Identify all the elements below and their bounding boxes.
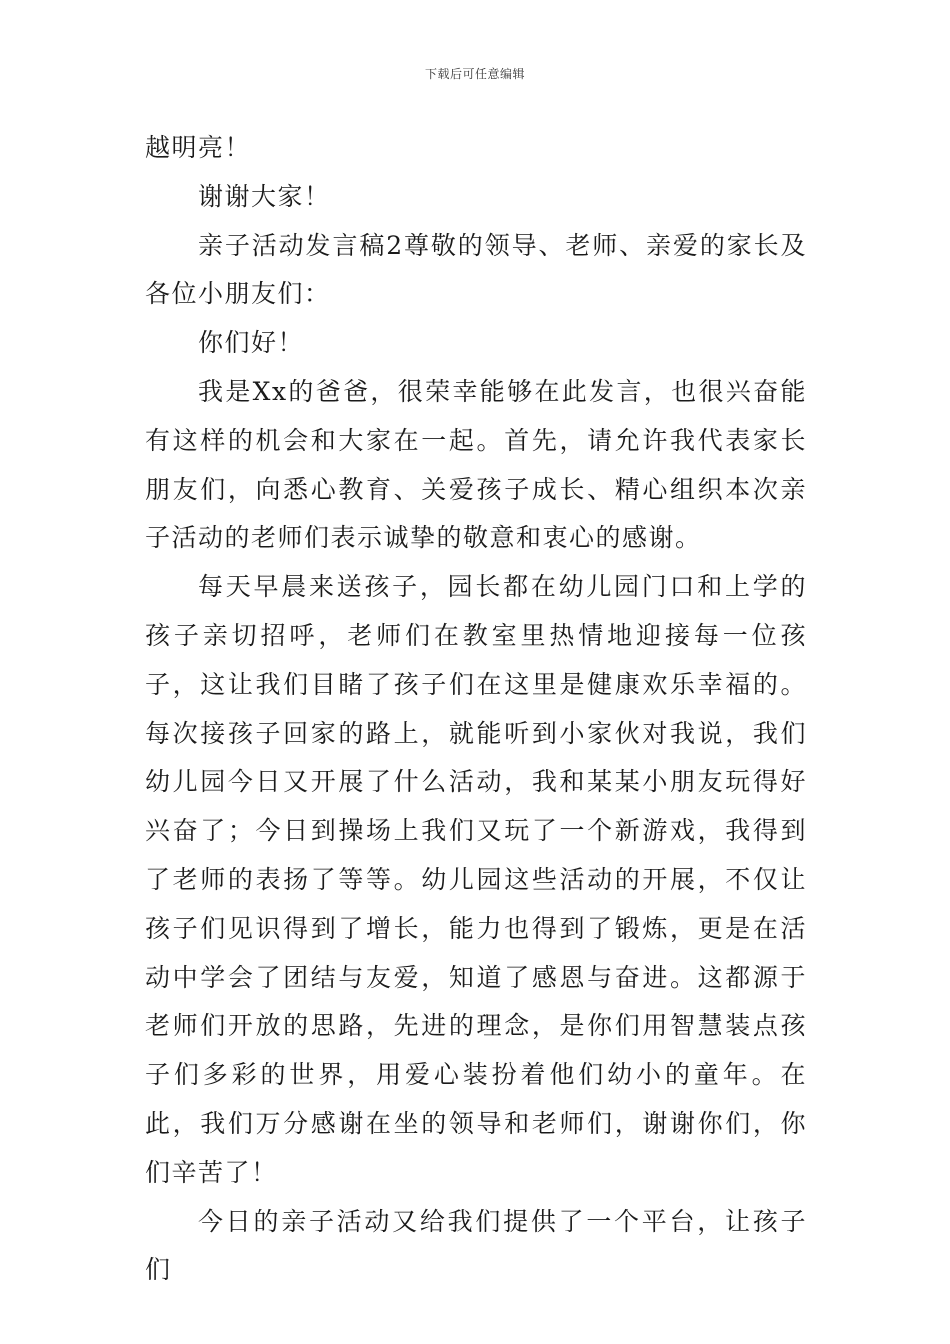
paragraph: 每天早晨来送孩子，园长都在幼儿园门口和上学的孩子亲切招呼，老师们在教室里热情地迎接每一位孩子，这让我们目睹了孩子们在这里是健康欢乐幸福的。每次接孩子回家的路上，就能听到小家伙对我说，我们幼儿园今日又开展了什么活动，我和某某小朋友玩得好兴奋了；今日到操场上我们又玩了一个新游戏，我得到了老师的表扬了等等。幼儿园这些活动的开展，不仅让孩子们见识得到了增长，能力也得到了锻炼，更是在活动中学会了团结与友爱，知道了感恩与奋进。这都源于老师们开放的思路，先进的理念，是你们用智慧装点孩子们多彩的世界，用爱心装扮着他们幼小的童年。在此，我们万分感谢在坐的领导和老师们，谢谢你们，你们辛苦了！ [145, 572, 807, 1187]
paragraph: 我是Xx的爸爸，很荣幸能够在此发言，也很兴奋能有这样的机会和大家在一起。首先，请允许我代表家长朋友们，向悉心教育、关爱孩子成长、精心组织本次亲子活动的老师们表示诚挚的敬意和衷心的感谢。 [145, 376, 807, 553]
paragraph: 你们好！ [198, 328, 305, 358]
paragraph: 越明亮！ [145, 133, 252, 162]
paragraph: 谢谢大家！ [198, 181, 331, 211]
paragraph: 亲子活动发言稿2尊敬的领导、老师、亲爱的家长及各位小朋友们： [145, 230, 807, 309]
document-body [145, 124, 807, 1295]
paragraph: 今日的亲子活动又给我们提供了一个平台，让孩子们 [145, 1206, 807, 1285]
page-header: 下载后可任意编辑 [424, 67, 525, 81]
